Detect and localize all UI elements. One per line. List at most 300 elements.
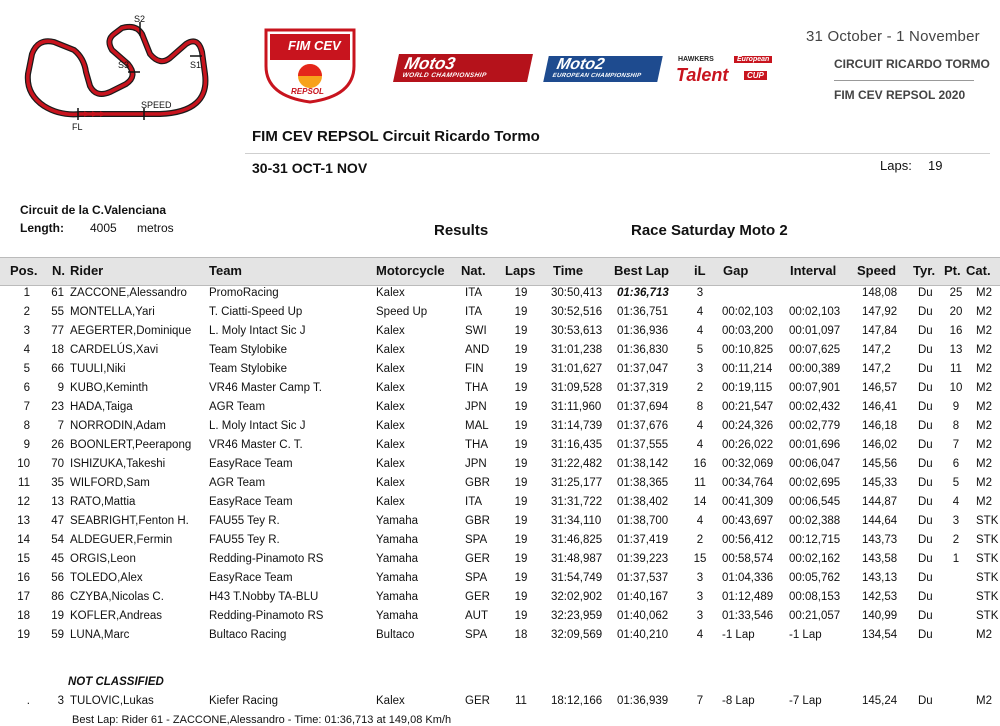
cell-team: Bultaco Racing [209,629,287,641]
cell-cat: M2 [976,477,992,489]
cell-best: 01:39,223 [617,553,669,565]
cell-pos: 11 [18,477,30,489]
cell-rider: TULOVIC,Lukas [70,695,154,707]
cell-cat: M2 [976,363,992,375]
cell-il: 2 [696,382,704,394]
cell-time: 31:34,110 [551,515,602,527]
cell-moto: Yamaha [376,610,418,622]
cell-laps: 19 [514,610,528,622]
cell-gap: 00:11,214 [722,363,773,375]
length-label: Length: [20,221,64,235]
moto2-logo [543,56,663,82]
cell-cat: M2 [976,344,992,356]
cell-gap: -1 Lap [722,629,755,641]
moto3-sub-text: WORLD CHAMPIONSHIP [401,72,488,79]
cell-interval: 00:05,762 [789,572,841,584]
cell-rider: KOFLER,Andreas [70,610,163,622]
cell-cat: STK [976,515,999,527]
cell-pt: 7 [952,439,960,451]
cell-num: 86 [51,591,64,603]
cell-gap: 00:58,574 [722,553,774,565]
cell-moto: Bultaco [376,629,415,641]
col-pos: Pos. [10,263,38,278]
cell-gap: 01:04,336 [722,572,774,584]
cell-time: 32:09,569 [551,629,603,641]
cell-moto: Kalex [376,458,405,470]
cell-il: 14 [693,496,707,508]
cell-tyr: Du [918,695,933,707]
cell-gap: -8 Lap [722,695,755,707]
cell-best: 01:37,047 [617,363,669,375]
cell-num: 56 [51,572,64,584]
cell-pt: 4 [952,496,960,508]
table-row [0,570,1000,589]
cell-laps: 19 [514,420,528,432]
cell-speed: 143,58 [862,553,898,565]
cell-speed: 143,13 [862,572,898,584]
col-best-lap: Best Lap [614,263,669,278]
cell-moto: Kalex [376,363,405,375]
cell-num: 7 [57,420,64,432]
cell-rider: NORRODIN,Adam [70,420,166,432]
cell-best: 01:38,700 [617,515,669,527]
championship-name: FIM CEV REPSOL 2020 [834,88,966,102]
cell-best: 01:37,319 [617,382,669,394]
cell-best: 01:38,142 [617,458,669,470]
cell-tyr: Du [918,287,933,299]
cell-pos: 19 [17,629,30,641]
cell-tyr: Du [918,439,933,451]
table-row [0,456,1000,475]
cell-time: 30:50,413 [551,287,603,299]
cell-laps: 19 [514,515,528,527]
cell-rider: MONTELLA,Yari [70,306,155,318]
cell-num: 59 [51,629,64,641]
circuit-name-header: CIRCUIT RICARDO TORMO [834,57,990,71]
col-points: Pt. [944,263,961,278]
cell-pt: 13 [949,344,963,356]
cell-speed: 145,24 [862,695,898,707]
cell-interval: 00:01,696 [789,439,841,451]
cell-laps: 19 [514,534,528,546]
cell-interval: 00:12,715 [789,534,841,546]
cell-speed: 142,53 [862,591,898,603]
cell-team: Redding-Pinamoto RS [209,610,324,622]
best-lap-note: Best Lap: Rider 61 - ZACCONE,Alessandro - Time: 01:36,713 at 149,08 Km/h [72,714,452,726]
table-row [0,513,1000,532]
cell-il: 4 [696,306,704,318]
cell-pt: 9 [952,401,960,413]
cell-best: 01:36,713 [617,287,669,299]
moto2-sub-text: EUROPEAN CHAMPIONSHIP [551,73,642,79]
col-number: N. [52,263,65,278]
cell-pos: . [26,695,30,707]
cell-num: 61 [51,287,64,299]
cell-best: 01:40,167 [617,591,669,603]
cell-interval: 00:06,047 [789,458,841,470]
cell-num: 77 [51,325,64,337]
cell-best: 01:38,365 [617,477,669,489]
not-classified-heading: NOT CLASSIFIED [68,676,164,688]
cell-il: 4 [696,439,704,451]
hawkers-text: HAWKERS [678,56,714,63]
col-speed: Speed [857,263,897,278]
cell-speed: 147,92 [862,306,898,318]
cell-num: 9 [57,382,64,394]
cell-speed: 146,57 [862,382,898,394]
cell-speed: 140,99 [862,610,898,622]
cell-speed: 147,2 [862,363,891,375]
cell-num: 19 [51,610,64,622]
cell-time: 31:46,825 [551,534,603,546]
cell-cat: M2 [976,325,992,337]
cell-time: 31:01,238 [551,344,603,356]
cell-pt: 25 [949,287,963,299]
cell-moto: Yamaha [376,572,418,584]
cell-pos: 1 [23,287,30,299]
cup-text: CUP [744,71,767,80]
cell-il: 4 [696,325,704,337]
cell-time: 31:01,627 [551,363,603,375]
cell-time: 30:52,516 [551,306,603,318]
cell-interval: 00:02,432 [789,401,841,413]
cell-speed: 146,02 [862,439,898,451]
cell-cat: STK [976,572,999,584]
cell-interval: 00:02,779 [789,420,841,432]
cell-num: 55 [51,306,64,318]
cell-pt: 10 [949,382,963,394]
cell-team: Team Stylobike [209,344,287,356]
cell-laps: 19 [514,287,528,299]
table-row [0,342,1000,361]
col-time: Time [553,263,584,278]
col-rider: Rider [70,263,104,278]
cell-cat: M2 [976,439,992,451]
cell-team: EasyRace Team [209,572,293,584]
cell-pos: 10 [17,458,30,470]
cell-best: 01:38,402 [617,496,669,508]
cell-il: 2 [696,534,704,546]
cell-tyr: Du [918,344,933,356]
cell-cat: M2 [976,629,992,641]
cell-pos: 7 [23,401,30,413]
cell-nat: ITA [465,287,483,299]
cell-gap: 00:43,697 [722,515,774,527]
cell-best: 01:40,210 [617,629,669,641]
cell-il: 3 [696,363,704,375]
cell-num: 18 [51,344,64,356]
cell-rider: KUBO,Keminth [70,382,148,394]
cell-il: 3 [696,287,704,299]
table-row [0,323,1000,342]
cell-pos: 14 [17,534,30,546]
cell-moto: Kalex [376,496,405,508]
col-tyre: Tyr. [913,263,936,278]
cell-pt: 11 [950,363,962,375]
cell-rider: AEGERTER,Dominique [70,325,192,337]
cell-cat: M2 [976,401,992,413]
cell-moto: Yamaha [376,553,418,565]
cell-team: AGR Team [209,477,266,489]
cell-moto: Kalex [376,287,405,299]
cell-il: 4 [696,420,704,432]
page-title: FIM CEV REPSOL Circuit Ricardo Tormo [252,128,540,145]
cell-nat: GER [465,695,490,707]
results-heading: Results [434,222,489,239]
cell-cat: STK [976,553,999,565]
results-table-header [0,257,1000,286]
cell-il: 3 [696,591,704,603]
cell-nat: GBR [465,477,490,489]
map-label-speed: SPEED [141,100,172,110]
cell-laps: 11 [515,695,527,707]
cell-rider: ZACCONE,Alessandro [70,287,187,299]
cell-il: 11 [694,477,706,489]
cell-nat: JPN [465,458,487,470]
cell-gap: 00:03,200 [722,325,774,337]
cell-rider: CZYBA,Nicolas C. [70,591,164,603]
repsol-text: REPSOL [291,87,324,96]
cell-num: 13 [51,496,64,508]
cell-pos: 5 [23,363,30,375]
cell-team: T. Ciatti-Speed Up [209,306,303,318]
cell-laps: 19 [514,496,528,508]
cell-interval: 00:06,545 [789,496,841,508]
cell-team: FAU55 Tey R. [209,534,280,546]
talent-cup-logo [672,56,790,86]
cell-moto: Yamaha [376,591,418,603]
cell-tyr: Du [918,325,933,337]
cell-pos: 17 [17,591,30,603]
cell-gap: 01:12,489 [722,591,774,603]
col-category: Cat. [966,263,991,278]
col-gap: Gap [723,263,749,278]
cell-pos: 2 [23,306,30,318]
cell-time: 31:25,177 [551,477,603,489]
cell-num: 23 [51,401,64,413]
cell-best: 01:36,751 [617,306,669,318]
cell-pt: 3 [952,515,960,527]
cell-interval: 00:02,388 [789,515,841,527]
cell-tyr: Du [918,401,933,413]
cell-pt: 2 [952,534,960,546]
cell-laps: 19 [514,325,528,337]
cell-pos: 18 [17,610,30,622]
cell-time: 31:14,739 [551,420,603,432]
cell-tyr: Du [918,591,933,603]
cell-pos: 4 [23,344,30,356]
cell-best: 01:37,555 [617,439,669,451]
cell-interval: 00:07,901 [789,382,841,394]
cell-rider: TOLEDO,Alex [70,572,143,584]
cell-num: 26 [51,439,64,451]
cell-tyr: Du [918,572,933,584]
cell-rider: TUULI,Niki [70,363,126,375]
cell-nat: ITA [465,496,483,508]
cell-laps: 19 [514,591,528,603]
cell-pos: 3 [23,325,30,337]
col-il: iL [694,263,706,278]
cell-team: FAU55 Tey R. [209,515,280,527]
table-row [0,627,1000,646]
cell-nat: GER [465,591,490,603]
cell-num: 70 [51,458,64,470]
cell-pos: 12 [17,496,30,508]
cell-cat: STK [976,610,999,622]
cell-team: Team Stylobike [209,363,287,375]
map-label-fl: FL [72,122,83,132]
cell-moto: Kalex [376,401,405,413]
cell-il: 16 [693,458,707,470]
cell-time: 30:53,613 [551,325,603,337]
cell-num: 66 [51,363,64,375]
cell-time: 32:23,959 [551,610,603,622]
cell-laps: 19 [514,363,528,375]
cell-tyr: Du [918,306,933,318]
cell-speed: 144,64 [862,515,898,527]
cell-interval: 00:00,389 [789,363,841,375]
cell-nat: AUT [465,610,488,622]
european-text: European [734,56,772,63]
cell-time: 18:12,166 [551,695,603,707]
cell-time: 31:09,528 [551,382,603,394]
cell-speed: 145,56 [862,458,898,470]
map-label-s3: S3 [118,60,130,70]
cell-laps: 19 [514,458,528,470]
cell-interval: 00:08,153 [789,591,841,603]
col-nat: Nat. [461,263,486,278]
cell-time: 31:22,482 [551,458,603,470]
cell-cat: M2 [976,496,992,508]
cell-pos: 9 [23,439,30,451]
cell-il: 4 [696,629,704,641]
cell-cat: M2 [976,287,992,299]
cell-nat: SPA [465,534,488,546]
table-row [0,437,1000,456]
cell-rider: ALDEGUER,Fermin [70,534,173,546]
cell-team: L. Moly Intact Sic J [209,325,306,337]
cell-team: VR46 Master Camp T. [209,382,322,394]
table-row [0,380,1000,399]
cell-num: 47 [51,515,64,527]
cell-speed: 148,08 [862,287,898,299]
cell-time: 31:48,987 [551,553,603,565]
cell-pt: 8 [952,420,960,432]
circuit-name: Circuit de la C.Valenciana [20,203,167,217]
cell-gap: 00:10,825 [722,344,774,356]
cell-nat: THA [465,439,488,451]
cell-rider: ISHIZUKA,Takeshi [70,458,166,470]
cell-team: Redding-Pinamoto RS [209,553,324,565]
cell-tyr: Du [918,553,933,565]
cell-rider: ORGIS,Leon [70,553,136,565]
cell-team: EasyRace Team [209,458,293,470]
cell-laps: 19 [514,382,528,394]
length-value: 4005 [90,221,117,235]
cell-pt: 16 [949,325,963,337]
cell-nat: SWI [465,325,487,337]
cell-time: 31:11,960 [551,401,602,413]
cell-speed: 146,18 [862,420,898,432]
cell-pos: 15 [17,553,30,565]
cell-gap: 00:56,412 [722,534,774,546]
cell-moto: Speed Up [376,306,428,318]
cev-text: FIM CEV [288,38,341,53]
cell-num: 3 [57,695,64,707]
cell-interval: 00:02,162 [789,553,841,565]
cell-team: H43 T.Nobby TA-BLU [209,591,319,603]
cell-moto: Kalex [376,477,405,489]
table-row [0,494,1000,513]
cell-pt: 20 [949,306,963,318]
cell-speed: 146,41 [862,401,898,413]
cell-nat: MAL [465,420,489,432]
cell-tyr: Du [918,363,933,375]
cell-interval: 00:01,097 [789,325,841,337]
cell-speed: 145,33 [862,477,898,489]
cell-moto: Kalex [376,344,405,356]
map-label-s2: S2 [134,14,146,24]
cell-speed: 143,73 [862,534,898,546]
cell-best: 01:36,936 [617,325,669,337]
cell-nat: AND [465,344,490,356]
cell-nat: SPA [465,572,488,584]
cell-interval: 00:02,103 [789,306,841,318]
moto3-text: Moto3 [402,54,458,73]
cell-tyr: Du [918,629,933,641]
cell-best: 01:37,419 [617,534,669,546]
cell-rider: SEABRIGHT,Fenton H. [70,515,189,527]
cell-best: 01:40,062 [617,610,669,622]
cell-rider: HADA,Taiga [70,401,133,413]
cell-pt: 6 [952,458,960,470]
cell-team: PromoRacing [209,287,279,299]
cell-tyr: Du [918,458,933,470]
cell-team: L. Moly Intact Sic J [209,420,306,432]
cell-num: 45 [51,553,64,565]
cell-best: 01:37,676 [617,420,669,432]
table-row [0,532,1000,551]
cell-moto: Kalex [376,695,405,707]
cell-pos: 16 [17,572,30,584]
track-map [10,14,220,132]
cell-laps: 19 [514,401,528,413]
cell-gap: 00:41,309 [722,496,774,508]
cell-cat: STK [976,591,999,603]
header-divider [834,80,974,81]
cell-gap: 00:24,326 [722,420,774,432]
cell-laps: 19 [514,439,528,451]
cell-rider: CARDELÚS,Xavi [70,344,159,356]
cell-tyr: Du [918,610,933,622]
cell-gap: 00:02,103 [722,306,774,318]
track-map-icon [10,14,220,132]
cell-tyr: Du [918,515,933,527]
race-heading: Race Saturday Moto 2 [631,222,788,239]
length-unit: metros [137,221,174,235]
cell-gap: 00:21,547 [722,401,774,413]
cell-time: 32:02,902 [551,591,603,603]
col-motorcycle: Motorcycle [376,263,445,278]
cell-rider: LUNA,Marc [70,629,130,641]
cell-cat: M2 [976,420,992,432]
cell-moto: Kalex [376,325,405,337]
cell-pos: 6 [23,382,30,394]
cell-nat: GBR [465,515,490,527]
cell-pt: 1 [952,553,960,565]
table-row [0,304,1000,323]
cell-speed: 147,84 [862,325,898,337]
